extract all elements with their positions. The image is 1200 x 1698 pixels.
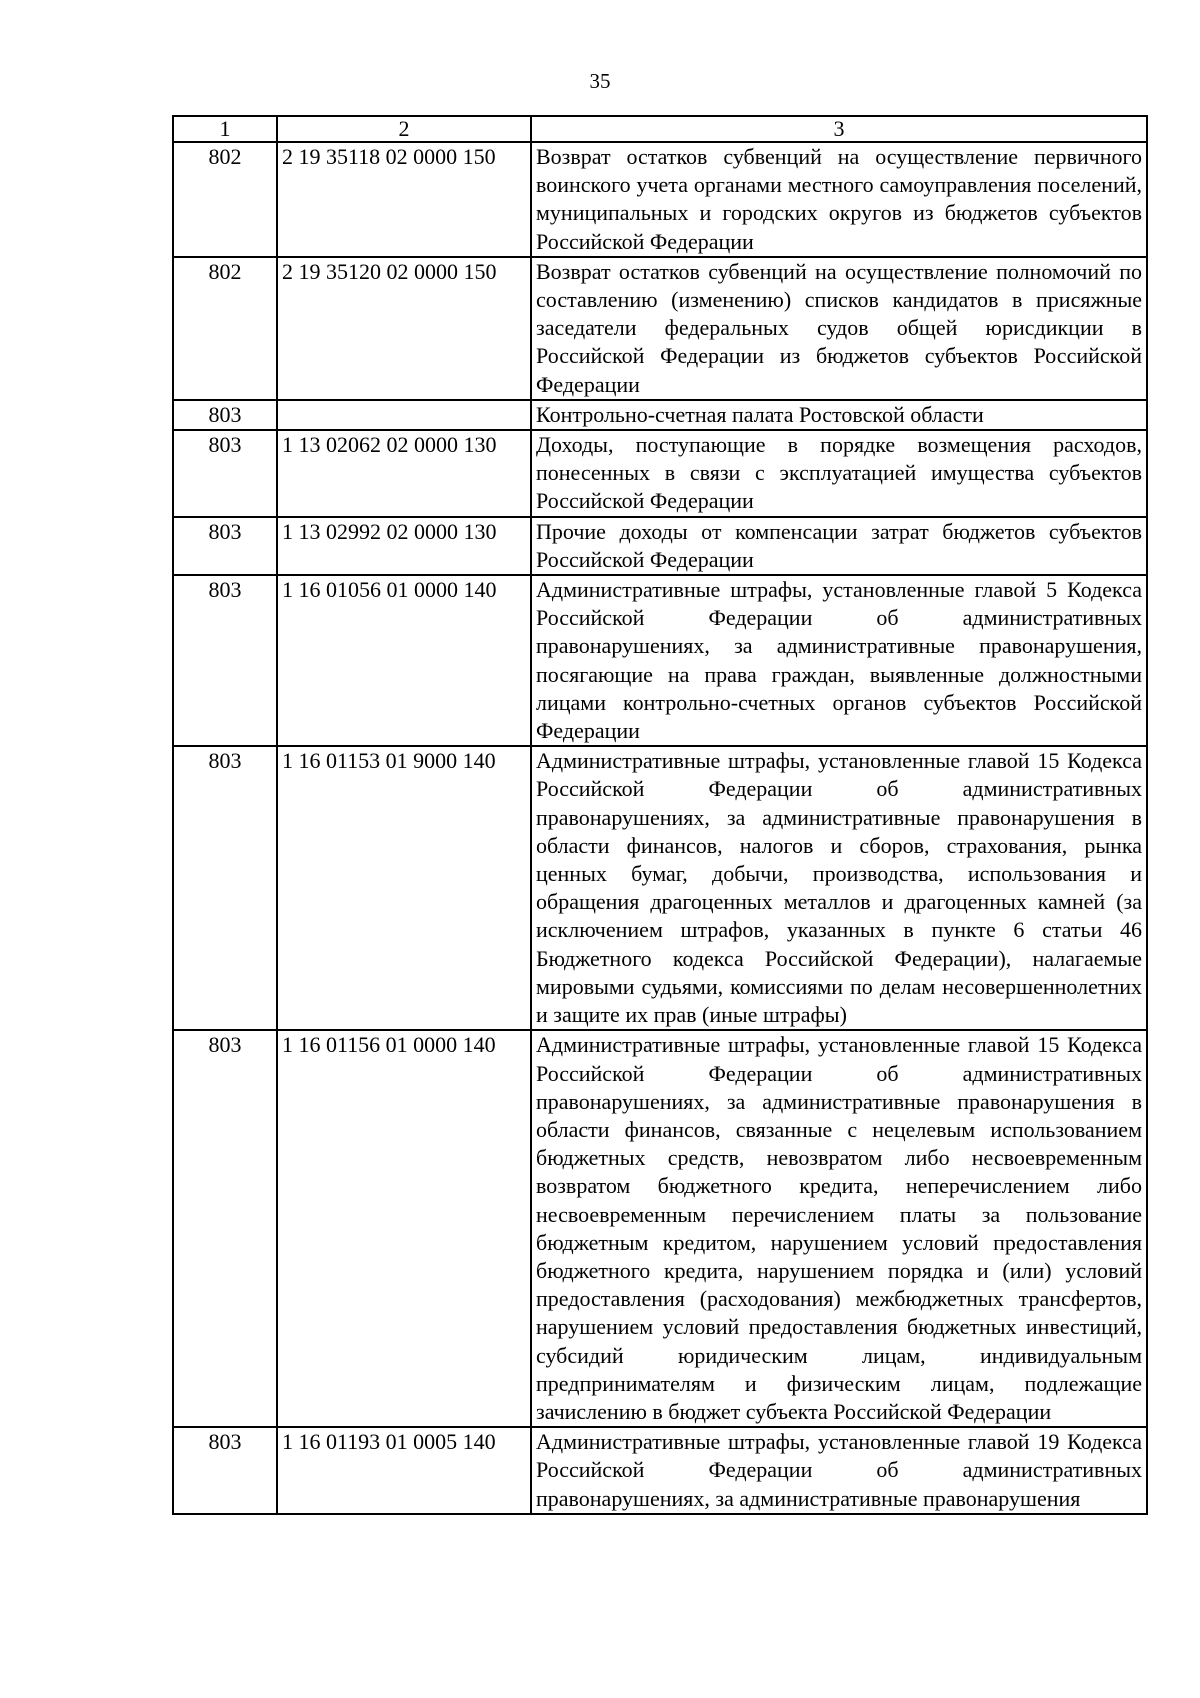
revenue-name-cell: Административные штрафы, установленные главой 15 Кодекса Российской Федерации об административных правонарушениях, за административные правонарушения в области финансов, налогов и сборов, страхования, рынка ценных бумаг, добычи, производства, использования и обращения драгоценных металлов и драгоценных камней (за исключением штрафов, указанных в пункте 6 статьи 46 Бюджетного кодекса Российской Федерации), налагаемые мировыми судьями, комиссиями по делам несовершеннолетних и защите их прав (иные штрафы): [531, 746, 1147, 1030]
admin-code-cell: 803: [173, 746, 277, 1030]
admin-code-cell: 803: [173, 1427, 277, 1514]
page-number: 35: [589, 69, 611, 93]
admin-code-cell: 802: [173, 257, 277, 400]
column-header-admin: 1: [173, 116, 277, 142]
revenue-code-cell: 1 16 01193 01 0005 140: [277, 1427, 531, 1514]
table-row: [173, 575, 1147, 746]
revenue-name-cell: Прочие доходы от компенсации затрат бюджетов субъектов Российской Федерации: [531, 517, 1147, 575]
revenue-code-cell: 1 16 01056 01 0000 140: [277, 575, 531, 746]
table-row: [173, 142, 1147, 257]
admin-code-cell: 803: [173, 517, 277, 575]
revenue-name-cell: Возврат остатков субвенций на осуществление первичного воинского учета органами местного самоуправления поселений, муниципальных и городских округов из бюджетов субъектов Российской Федерации: [531, 142, 1147, 257]
revenue-code-cell: 2 19 35120 02 0000 150: [277, 257, 531, 400]
revenue-code-cell: 1 16 01156 01 0000 140: [277, 1030, 531, 1427]
table-row: [173, 400, 1147, 430]
revenue-code-cell: 2 19 35118 02 0000 150: [277, 142, 531, 257]
revenue-codes-table: [172, 115, 1148, 1515]
revenue-name-cell: Административные штрафы, установленные главой 5 Кодекса Российской Федерации об административных правонарушениях, за административные правонарушения, посягающие на права граждан, выявленные должностными лицами контрольно-счетных органов субъектов Российской Федерации: [531, 575, 1147, 746]
admin-code-cell: 803: [173, 1030, 277, 1427]
revenue-code-cell: [277, 400, 531, 430]
admin-code-cell: 803: [173, 575, 277, 746]
revenue-name-cell: Административные штрафы, установленные главой 15 Кодекса Российской Федерации об административных правонарушениях, за административные правонарушения в области финансов, связанные с нецелевым использованием бюджетных средств, невозвратом либо несвоевременным возвратом бюджетного кредита, неперечислением либо несвоевременным перечислением платы за пользование бюджетным кредитом, нарушением условий предоставления бюджетного кредита, нарушением порядка и (или) условий предоставления (расходования) межбюджетных трансфертов, нарушением условий предоставления бюджетных инвестиций, субсидий юридическим лицам, индивидуальным предпринимателям и физическим лицам, подлежащие зачислению в бюджет субъекта Российской Федерации: [531, 1030, 1147, 1427]
revenue-name-cell: Возврат остатков субвенций на осуществление полномочий по составлению (изменению) списков кандидатов в присяжные заседатели федеральных судов общей юрисдикции в Российской Федерации из бюджетов субъектов Российской Федерации: [531, 257, 1147, 400]
table-row: [173, 257, 1147, 400]
table-row: [173, 430, 1147, 517]
table-header-row: [173, 116, 1147, 142]
admin-code-cell: 803: [173, 400, 277, 430]
revenue-name-cell: Доходы, поступающие в порядке возмещения расходов, понесенных в связи с эксплуатацией имущества субъектов Российской Федерации: [531, 430, 1147, 517]
revenue-code-cell: 1 16 01153 01 9000 140: [277, 746, 531, 1030]
revenue-name-cell: Административные штрафы, установленные главой 19 Кодекса Российской Федерации об административных правонарушениях, за административные правонарушения: [531, 1427, 1147, 1514]
table-row: [173, 746, 1147, 1030]
column-header-name: 3: [531, 116, 1147, 142]
revenue-code-cell: 1 13 02992 02 0000 130: [277, 517, 531, 575]
table-row: [173, 1030, 1147, 1427]
column-header-code: 2: [277, 116, 531, 142]
revenue-name-cell: Контрольно-счетная палата Ростовской области: [531, 400, 1147, 430]
admin-code-cell: 803: [173, 430, 277, 517]
table-row: [173, 1427, 1147, 1514]
table-row: [173, 517, 1147, 575]
admin-code-cell: 802: [173, 142, 277, 257]
revenue-code-cell: 1 13 02062 02 0000 130: [277, 430, 531, 517]
